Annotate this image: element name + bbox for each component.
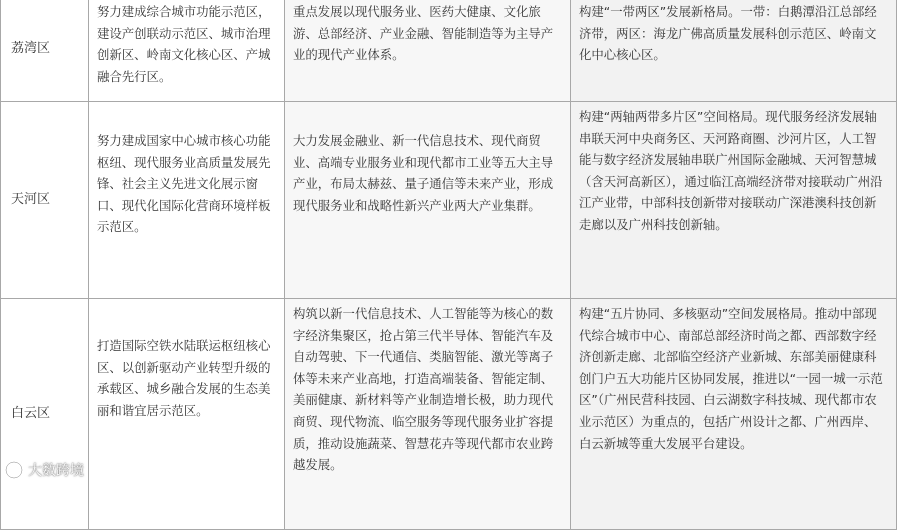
positioning-cell: 努力建成国家中心城市核心功能枢纽、现代服务业高质量发展先锋、社会主义先进文化展示窗口、现代化国际化营商环境样板示范区。 <box>89 102 285 299</box>
industry-cell: 重点发展以现代服务业、医药大健康、文化旅游、总部经济、产业金融、智能制造等为主导产业的现代产业体系。 <box>285 0 571 102</box>
spatial-layout-cell: 构建“五片协同、多核驱动”空间发展格局。推动中部现代综合城市中心、南部总部经济时尚之都、西部数字经济创新走廊、北部临空经济产业新城、东部美丽健康科创门户五大功能片区协同发展，推进以“一园一城一示范区”（广州民营科技园、白云湖数字科技城、现代都市农业示范区）为重点的，包括广州设计之都、广州西岸、白云新城等重大发展平台建设。 <box>571 299 897 530</box>
industry-cell: 构筑以新一代信息技术、人工智能等为核心的数字经济集聚区，抢占第三代半导体、智能汽车及自动驾驶、下一代通信、类脑智能、激光等离子体等未来产业高地，打造高端装备、智能定制、美丽健康、新材料等产业制造增长极，助力现代商贸、现代物流、临空服务等现代服务业扩容提质，推动设施蔬菜、智慧花卉等现代都市农业跨越发展。 <box>285 299 571 530</box>
spatial-layout-cell: 构建“两轴两带多片区”空间格局。现代服务经济发展轴串联天河中央商务区、天河路商圈、沙河片区，人工智能与数字经济发展轴串联广州国际金融城、天河智慧城（含天河高新区），通过临江高端经济带对接联动广州沿江产业带，中部科技创新带对接联动广深港澳科技创新走廊以及广州科技创新轴。 <box>571 102 897 299</box>
district-name-cell: 荔湾区 <box>1 0 89 102</box>
brand-logo-icon <box>4 460 24 480</box>
spatial-layout-cell: 构建“一带两区”发展新格局。一带：白鹅潭沿江总部经济带，两区：海龙广佛高质量发展科创示范区、岭南文化中心核心区。 <box>571 0 897 102</box>
positioning-cell: 努力建成综合城市功能示范区，建设产创联动示范区、城市治理创新区、岭南文化核心区、产城融合先行区。 <box>89 0 285 102</box>
district-name-cell: 白云区 <box>1 299 89 530</box>
positioning-cell: 打造国际空铁水陆联运枢纽核心区、以创新驱动产业转型升级的承载区、城乡融合发展的生态美丽和谐宜居示范区。 <box>89 299 285 530</box>
industry-cell: 大力发展金融业、新一代信息技术、现代商贸业、高端专业服务业和现代都市工业等五大主导产业，布局太赫兹、量子通信等未来产业，形成现代服务业和战略性新兴产业两大产业集群。 <box>285 102 571 299</box>
watermark <box>4 460 84 480</box>
table-row <box>1 299 897 530</box>
table-row <box>1 102 897 299</box>
district-name-cell: 天河区 <box>1 102 89 299</box>
table-row <box>1 0 897 102</box>
watermark-text: 大数跨境 <box>28 463 84 479</box>
